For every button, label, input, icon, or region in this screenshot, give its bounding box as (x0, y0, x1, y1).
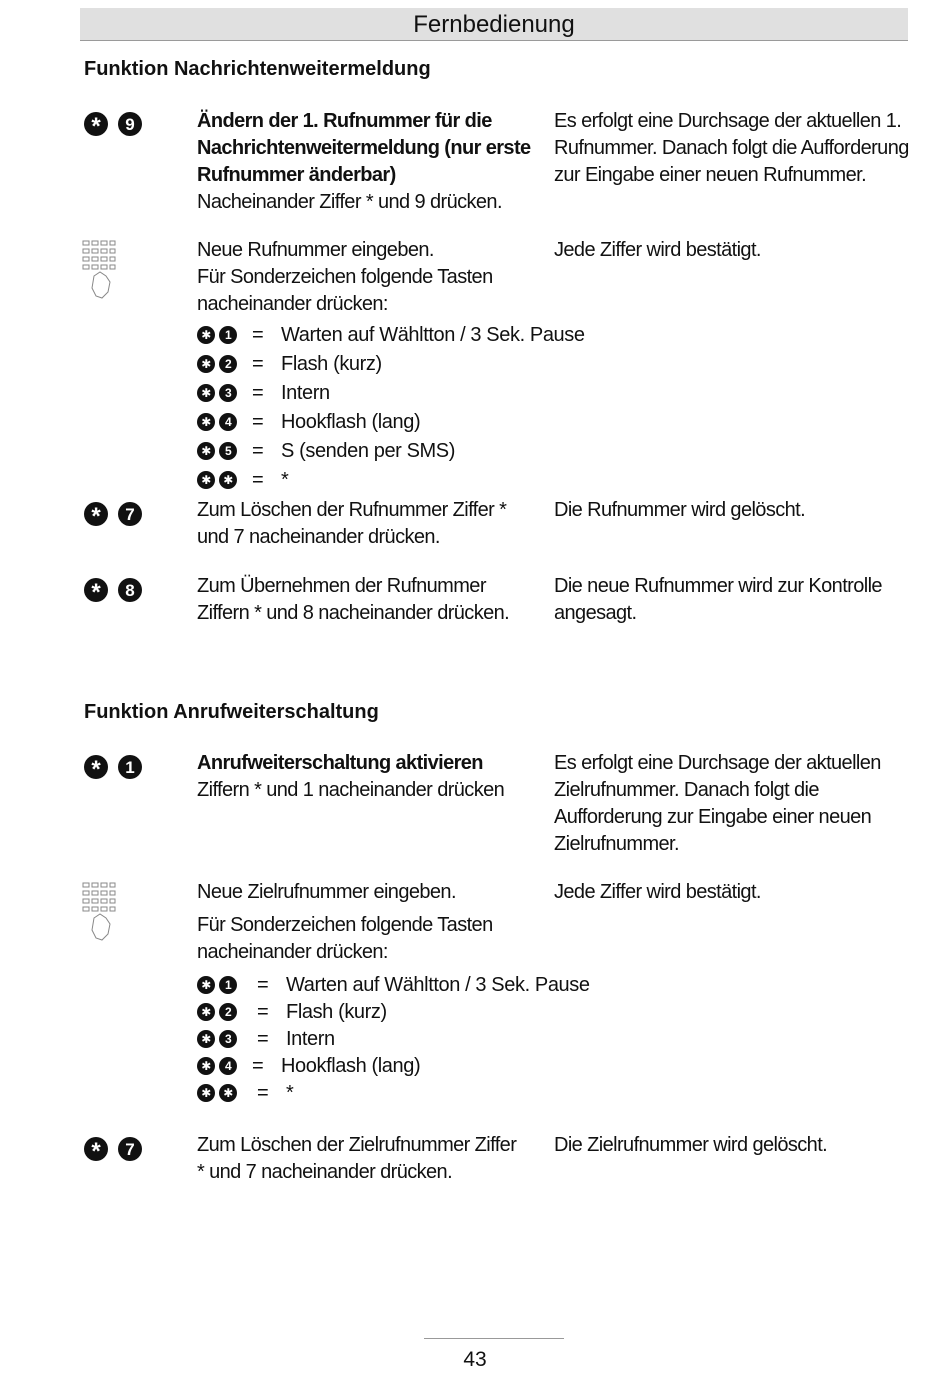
result-text: Die Zielrufnummer wird gelöscht. (554, 1134, 828, 1156)
digit-key-icon: 3 (219, 1030, 237, 1048)
star-key-icon: ✱ (197, 471, 215, 489)
instruction-text: Neue Zielrufnummer eingeben. (197, 881, 456, 903)
star-key-icon: ✱ (197, 442, 215, 460)
star-key-icon: * (84, 1137, 108, 1161)
star-key-icon: ✱ (219, 1084, 237, 1102)
instruction-text: Ziffern * und 1 nacheinander drücken (197, 779, 505, 801)
instruction-text: Neue Rufnummer eingeben. (197, 239, 434, 261)
star-key-icon: ✱ (197, 1057, 215, 1075)
digit-key-icon: 7 (118, 502, 142, 526)
instruction-text: Nacheinander Ziffer * und 9 drücken. (197, 191, 502, 213)
result-text: Jede Ziffer wird bestätigt. (554, 881, 761, 903)
instruction-heading: Ändern der 1. Rufnummer für die Nachrichtenweitermeldung (nur erste Rufnummer änderbar) (197, 110, 531, 186)
special-key-description: Flash (kurz) (281, 353, 382, 375)
star-key-icon: ✱ (197, 1084, 215, 1102)
section-title-nachrichtenweitermeldung: Funktion Nachrichtenweitermeldung (84, 58, 431, 80)
star-key-icon: * (84, 502, 108, 526)
star-key-icon: ✱ (197, 1030, 215, 1048)
result-text: Es erfolgt eine Durchsage der aktuellen Zielrufnummer. Danach folgt die Aufforderung zur Eingabe einer neuen Zielrufnummer. (554, 752, 881, 855)
special-key-description: Flash (kurz) (286, 1001, 387, 1023)
digit-key-icon: 3 (219, 384, 237, 402)
star-key-icon: * (84, 755, 108, 779)
star-key-icon: ✱ (197, 355, 215, 373)
digit-key-icon: 4 (219, 1057, 237, 1075)
instruction-text: Für Sonderzeichen folgende Tasten nacheinander drücken: (197, 914, 493, 963)
digit-key-icon: 8 (118, 578, 142, 602)
digit-key-icon: 2 (219, 355, 237, 373)
star-key-icon: ✱ (197, 413, 215, 431)
star-key-icon: ✱ (219, 471, 237, 489)
digit-key-icon: 9 (118, 112, 142, 136)
digit-key-icon: 1 (219, 326, 237, 344)
result-text: Es erfolgt eine Durchsage der aktuellen 1. Rufnummer. Danach folgt die Aufforderung zur Eingabe einer neuen Rufnummer. (554, 110, 909, 186)
special-key-description: Hookflash (lang) (281, 411, 421, 433)
instruction-accept-number: Zum Übernehmen der Rufnummer Ziffern * und 8 nacheinander drücken. (197, 575, 510, 624)
instruction-activate-forwarding (197, 750, 537, 804)
special-key-description: * (286, 1082, 294, 1104)
section-title-anrufweiterschaltung: Funktion Anrufweiterschaltung (84, 701, 379, 723)
digit-key-icon: 4 (219, 413, 237, 431)
special-key-description: Intern (281, 382, 330, 404)
result-text: Die Rufnummer wird gelöscht. (554, 499, 806, 521)
instruction-delete-number: Zum Löschen der Rufnummer Ziffer * und 7 nacheinander drücken. (197, 499, 507, 548)
instruction-heading: Anrufweiterschaltung aktivieren (197, 752, 483, 774)
result-text: Die neue Rufnummer wird zur Kontrolle angesagt. (554, 575, 882, 624)
special-key-description: S (senden per SMS) (281, 440, 455, 462)
star-key-icon: ✱ (197, 1003, 215, 1021)
footer-divider (424, 1338, 564, 1339)
star-key-icon: ✱ (197, 976, 215, 994)
instruction-enter-target (197, 879, 537, 966)
digit-key-icon: 7 (118, 1137, 142, 1161)
digit-key-icon: 1 (219, 976, 237, 994)
star-key-icon: ✱ (197, 384, 215, 402)
instruction-change-number (197, 108, 537, 216)
special-key-description: Intern (286, 1028, 335, 1050)
star-key-icon: * (84, 112, 108, 136)
instruction-enter-number (197, 237, 537, 318)
digit-key-icon: 5 (219, 442, 237, 460)
instruction-text: Für Sonderzeichen folgende Tasten nacheinander drücken: (197, 266, 493, 315)
special-key-description: Warten auf Wähltton / 3 Sek. Pause (281, 324, 585, 346)
special-key-description: * (281, 469, 289, 491)
keypad-hand-icon (82, 240, 116, 302)
keypad-hand-icon (82, 882, 116, 944)
star-key-icon: ✱ (197, 326, 215, 344)
special-key-description: Warten auf Wähltton / 3 Sek. Pause (286, 974, 590, 996)
result-text: Jede Ziffer wird bestätigt. (554, 239, 761, 261)
digit-key-icon: 2 (219, 1003, 237, 1021)
instruction-delete-target: Zum Löschen der Zielrufnummer Ziffer * und 7 nacheinander drücken. (197, 1134, 517, 1183)
digit-key-icon: 1 (118, 755, 142, 779)
star-key-icon: * (84, 578, 108, 602)
page-header: Fernbedienung (80, 8, 908, 41)
special-key-description: Hookflash (lang) (281, 1055, 421, 1077)
page-number: 43 (463, 1348, 487, 1371)
